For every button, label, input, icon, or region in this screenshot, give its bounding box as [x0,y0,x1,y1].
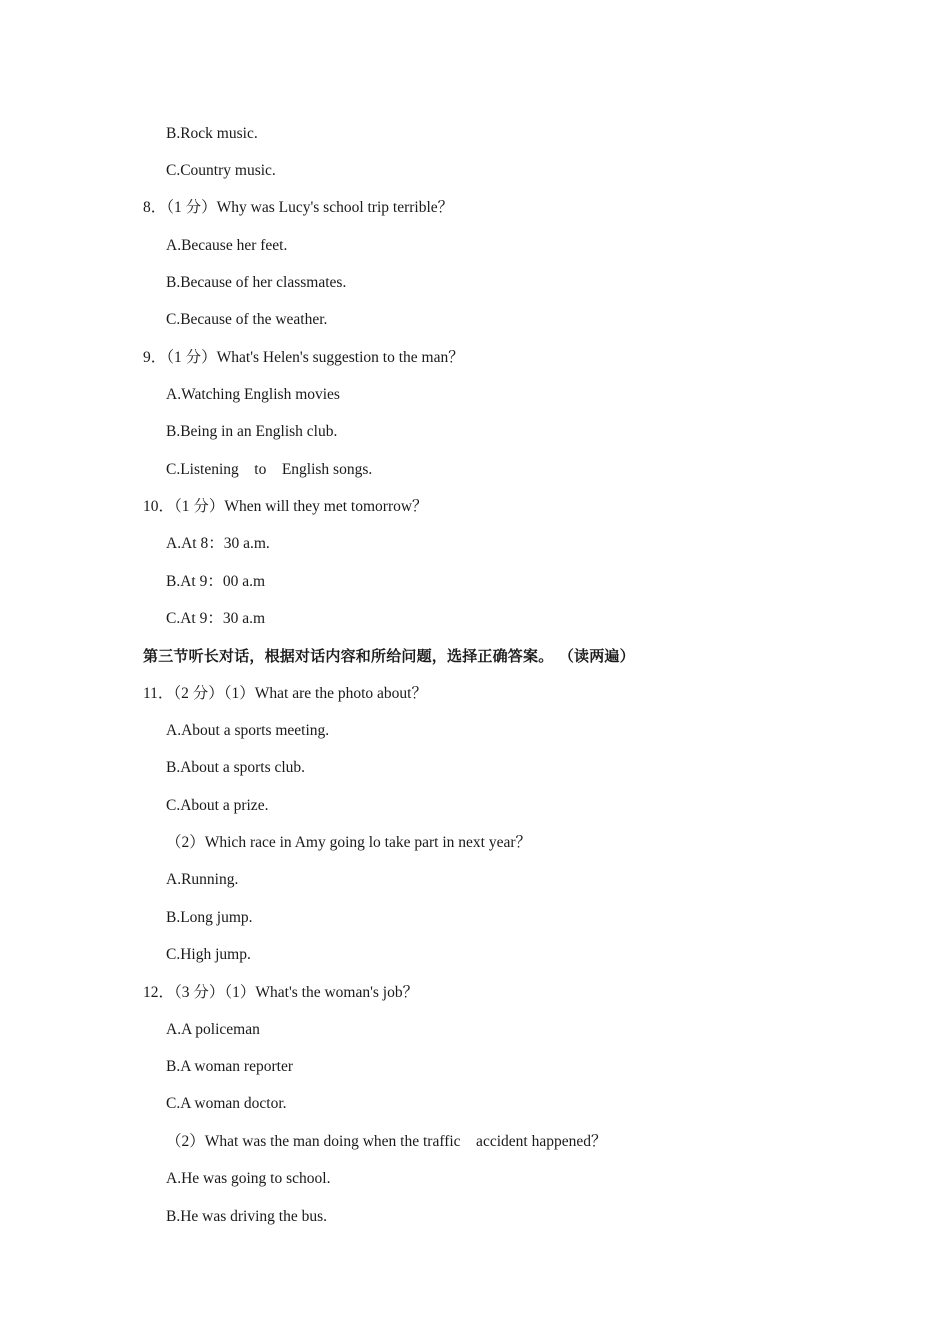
option-q12-1-b: B.A woman reporter [166,1058,293,1075]
option-q10-b: B.At 9：00 a.m [166,573,266,590]
question-8: 8．（1 分）Why was Lucy's school trip terrible？ [143,199,454,216]
option-q9-b: B.Being in an English club. [166,423,338,440]
option-q8-a: A.Because her feet. [166,237,288,254]
option-q8-b: B.Because of her classmates. [166,274,347,291]
option-q11-2-b: B.Long jump. [166,909,253,926]
option-q8-c: C.Because of the weather. [166,311,328,328]
section-heading: 第三节听长对话，根据对话内容和所给问题，选择正确答案。 （读两遍） [143,647,635,665]
question-12-sub-2: （2）What was the man doing when the traffic accident happened？ [166,1133,607,1150]
question-9: 9．（1 分）What's Helen's suggestion to the man？ [143,349,464,366]
option-q9-c: C.Listening to English songs. [166,461,373,478]
option-q10-a: A.At 8：30 a.m. [166,535,270,552]
option-q12-2-b: B.He was driving the bus. [166,1208,328,1225]
option-q12-2-a: A.He was going to school. [166,1170,331,1187]
question-10: 10．（1 分）When will they met tomorrow？ [143,498,428,515]
question-12: 12．（3 分）（1）What's the woman's job？ [143,984,419,1001]
option-q7-c: C.Country music. [166,162,276,179]
option-q12-1-a: A.A policeman [166,1021,260,1038]
option-q11-1-b: B.About a sports club. [166,759,306,776]
option-q12-1-c: C.A woman doctor. [166,1095,287,1112]
option-q11-2-c: C.High jump. [166,946,251,963]
option-q11-2-a: A.Running. [166,871,239,888]
option-q7-b: B.Rock music. [166,125,258,142]
option-q11-1-a: A.About a sports meeting. [166,722,330,739]
option-q11-1-c: C.About a prize. [166,797,269,814]
option-q10-c: C.At 9：30 a.m [166,610,266,627]
question-11: 11．（2 分）（1）What are the photo about？ [143,685,427,702]
question-11-sub-2: （2）Which race in Amy going lo take part in next year？ [166,834,532,851]
option-q9-a: A.Watching English movies [166,386,340,403]
